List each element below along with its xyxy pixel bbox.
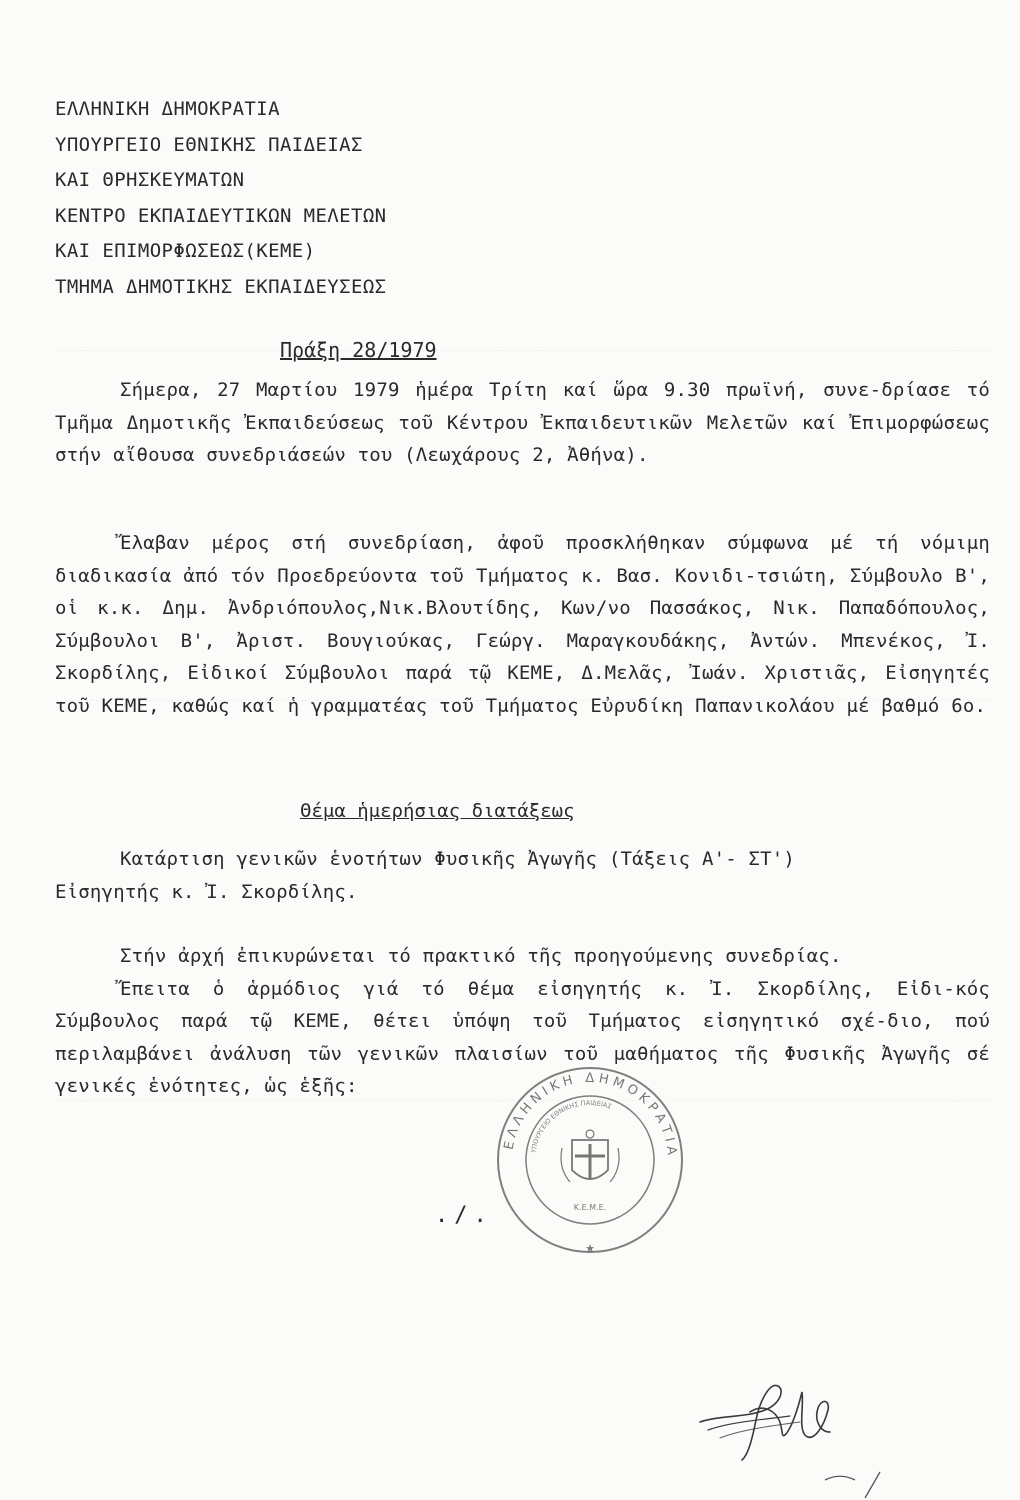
official-seal xyxy=(490,1060,690,1260)
star-icon: ★ xyxy=(585,1242,595,1255)
subject-line: Κατάρτιση γενικῶν ἑνοτήτων Φυσικῆς Ἀγωγῆς (Τάξεις Α'- ΣΤ') xyxy=(120,848,796,870)
letterhead-line: ΕΛΛΗΝΙΚΗ ΔΗΜΟΚΡΑΤΙΑ xyxy=(55,98,280,120)
letterhead-line: ΚΕΝΤΡΟ ΕΚΠΑΙΔΕΥΤΙΚΩΝ ΜΕΛΕΤΩΝ xyxy=(55,204,387,227)
rapporteur-paragraph: Ἔπειτα ὁ ἁρμόδιος γιά τό θέμα εἰσηγητής κ. Ἰ. Σκορδίλης, Εἰδι-κός Σύμβουλος παρά τῷ ΚΕΜΕ, θέτει ὑπόψη τοῦ Τμήματος εἰσηγητικό σχέ-διο, πού περιλαμβάνει ἀνάλυση τῶν γενικῶν πλαισίων τοῦ μαθήματος τῆς Φυσικῆς Ἀγωγῆς σέ γενικές ἑνότητες, ὡς ἑξῆς: xyxy=(55,977,990,1097)
letterhead xyxy=(55,92,387,305)
opening-paragraph xyxy=(55,374,990,472)
page-mark xyxy=(820,1470,890,1500)
minutes-approval: Στήν ἀρχή ἐπικυρώνεται τό πρακτικό τῆς προηγούμενης συνεδρίας. xyxy=(120,945,842,967)
handwritten-signature xyxy=(690,1360,840,1470)
subject-heading: Θέμα ἡμερήσιας διατάξεως xyxy=(300,800,575,822)
svg-text:ΕΛΛΗΝΙΚΗ ΔΗΜΟΚΡΑΤΙΑ: ΕΛΛΗΝΙΚΗ ΔΗΜΟΚΡΑΤΙΑ xyxy=(501,1070,680,1160)
letterhead-line: ΥΠΟΥΡΓΕΙΟ ΕΘΝΙΚΗΣ ΠΑΙΔΕΙΑΣ xyxy=(55,133,363,156)
seal-bottom-text: Κ.Ε.Μ.Ε. xyxy=(573,1203,607,1212)
document-title: Πράξη 28/1979 xyxy=(280,338,437,362)
letterhead-line: ΚΑΙ ΘΡΗΣΚΕΥΜΑΤΩΝ xyxy=(55,169,245,191)
letterhead-line: ΚΑΙ ΕΠΙΜΟΡΦΩΣΕΩΣ(ΚΕΜΕ) xyxy=(55,240,316,262)
subject-block xyxy=(55,843,990,908)
coat-of-arms-icon xyxy=(561,1130,619,1182)
attendance-text: Ἔλαβαν μέρος στή συνεδρίαση, ἀφοῦ προσκλήθηκαν σύμφωνα μέ τή νόμιμη διαδικασία ἀπό τόν Προεδρεύοντα τοῦ Τμήματος κ. Βασ. Κονιδι-τσιώτη, Σύμβουλο Β', οἱ κ.κ. Δημ. Ἀνδριόπουλος,Νικ.Βλουτίδης, Κων/νο Πασσάκος, Νικ. Παπαδόπουλος, Σύμβουλοι Β', Ἀριστ. Βουγιούκας, Γεώργ. Μαραγκουδάκης, Ἀντών. Μπενέκος, Ἰ. Σκορδίλης, Εἰδικοί Σύμβουλοι παρά τῷ ΚΕΜΕ, Δ.Μελᾶς, Ἰωάν. Χριστιᾶς, Εἰσηγητές τοῦ ΚΕΜΕ, καθώς καί ἡ γραμματέας τοῦ Τμήματος Εὐρυδίκη Παπανικολάου μέ βαθμό 6ο. xyxy=(55,532,990,717)
attendance-paragraph xyxy=(55,527,990,722)
svg-text:ΥΠΟΥΡΓΕΙΟ ΕΘΝΙΚΗΣ ΠΑΙΔΕΙΑΣ: ΥΠΟΥΡΓΕΙΟ ΕΘΝΙΚΗΣ ΠΑΙΔΕΙΑΣ xyxy=(529,1098,613,1154)
opening-text: Σήμερα, 27 Μαρτίου 1979 ἡμέρα Τρίτη καί ὥρα 9.30 πρωϊνή, συνε-δρίασε τό Τμῆμα Δημοτικῆς Ἐκπαιδεύσεως τοῦ Κέντρου Ἐκπαιδευτικῶν Μελετῶν καί Ἐπιμορφώσεως στήν αἴθουσα συνεδριάσεών του (Λεωχάρους 2, Ἀθήνα). xyxy=(55,379,990,466)
continuation-mark: ./. xyxy=(435,1203,493,1228)
letterhead-line: ΤΜΗΜΑ ΔΗΜΟΤΙΚΗΣ ΕΚΠΑΙΔΕΥΣΕΩΣ xyxy=(55,275,387,298)
subject-rapporteur: Εἰσηγητής κ. Ἰ. Σκορδίλης. xyxy=(55,880,358,903)
